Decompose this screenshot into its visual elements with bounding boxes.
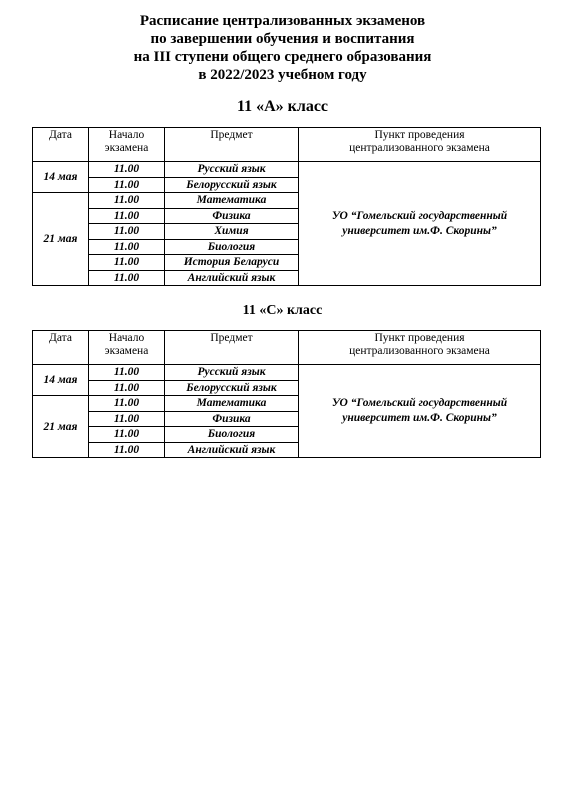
subject-cell: Биология <box>165 427 299 443</box>
date-cell: 21 мая <box>33 193 89 286</box>
subject-cell: Физика <box>165 411 299 427</box>
subject-cell: Математика <box>165 193 299 209</box>
time-cell: 11.00 <box>89 177 165 193</box>
time-cell: 11.00 <box>89 380 165 396</box>
title-line: Расписание централизованных экзаменов <box>139 13 426 29</box>
subject-cell: Химия <box>165 224 299 240</box>
subject-cell: Белорусский язык <box>165 380 299 396</box>
header-subject: Предмет <box>165 331 299 365</box>
title-line: по завершении обучения и воспитания <box>150 31 415 47</box>
venue-cell: УО “Гомельский государственный университет им.Ф. Скорины” <box>299 365 541 458</box>
class-a-heading: 11 «А» класс <box>236 98 329 115</box>
time-cell: 11.00 <box>89 427 165 443</box>
date-cell: 14 мая <box>33 365 89 396</box>
class-c-heading: 11 «С» класс <box>242 303 323 318</box>
header-subject: Предмет <box>165 128 299 162</box>
time-cell: 11.00 <box>89 255 165 271</box>
subject-cell: Английский язык <box>165 442 299 458</box>
table-row <box>33 162 541 178</box>
time-cell: 11.00 <box>89 270 165 286</box>
time-cell: 11.00 <box>89 365 165 381</box>
time-cell: 11.00 <box>89 442 165 458</box>
header-venue: Пункт проведения централизованного экзамена <box>299 128 541 162</box>
header-venue: Пункт проведения централизованного экзамена <box>299 331 541 365</box>
subject-cell: Физика <box>165 208 299 224</box>
time-cell: 11.00 <box>89 208 165 224</box>
table-header-row <box>33 331 541 365</box>
time-cell: 11.00 <box>89 193 165 209</box>
subject-cell: Английский язык <box>165 270 299 286</box>
time-cell: 11.00 <box>89 162 165 178</box>
subject-cell: Белорусский язык <box>165 177 299 193</box>
table-row <box>33 365 541 381</box>
header-start: Начало экзамена <box>89 331 165 365</box>
time-cell: 11.00 <box>89 239 165 255</box>
class-c-schedule-table <box>32 330 541 458</box>
header-start: Начало экзамена <box>89 128 165 162</box>
title-line: в 2022/2023 учебном году <box>198 67 367 83</box>
header-date: Дата <box>33 331 89 365</box>
venue-cell: УО “Гомельский государственный университет им.Ф. Скорины” <box>299 162 541 286</box>
subject-cell: Русский язык <box>165 162 299 178</box>
date-cell: 14 мая <box>33 162 89 193</box>
time-cell: 11.00 <box>89 396 165 412</box>
subject-cell: Русский язык <box>165 365 299 381</box>
table-header-row <box>33 128 541 162</box>
title-line: на III ступени общего среднего образования <box>133 49 432 65</box>
document-title <box>0 12 565 84</box>
date-cell: 21 мая <box>33 396 89 458</box>
time-cell: 11.00 <box>89 411 165 427</box>
subject-cell: Биология <box>165 239 299 255</box>
header-date: Дата <box>33 128 89 162</box>
subject-cell: История Беларуси <box>165 255 299 271</box>
subject-cell: Математика <box>165 396 299 412</box>
time-cell: 11.00 <box>89 224 165 240</box>
class-a-schedule-table <box>32 127 541 286</box>
